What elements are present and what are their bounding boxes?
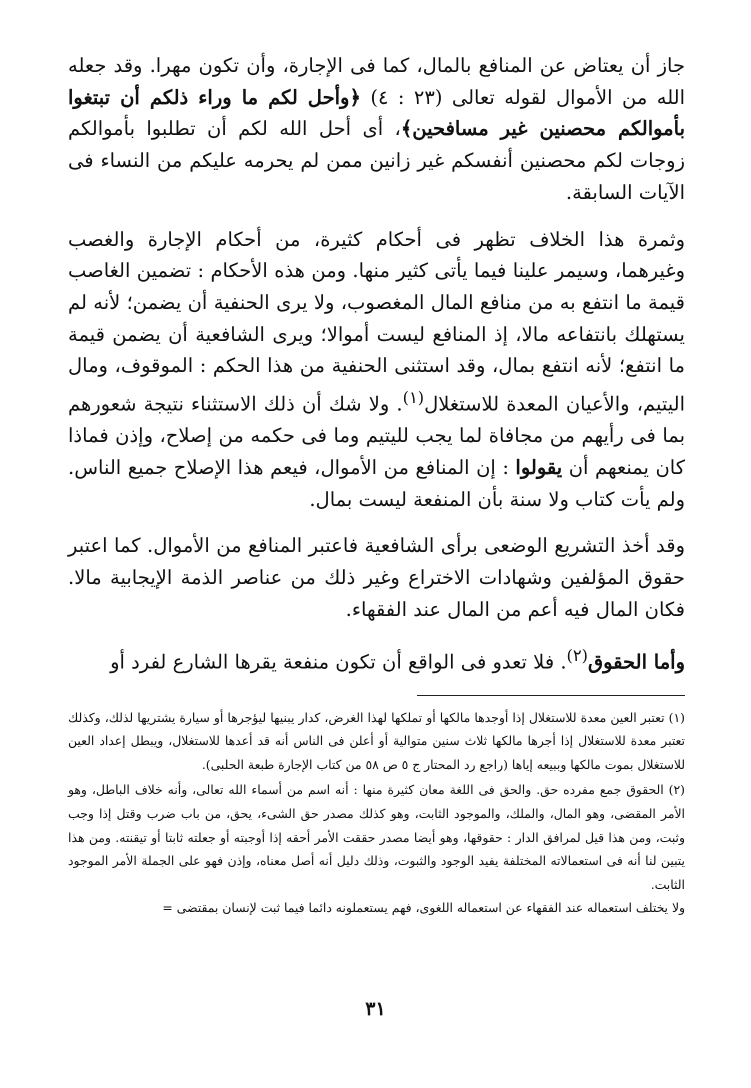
footnote-2-continuation: ولا يختلف استعماله عند الفقهاء عن استعماله اللغوى، فهم يستعملونه دائما فيما ثبت لإنسان بمقتضى =: [162, 900, 685, 916]
page-number: ٣١: [365, 998, 386, 1020]
footnote-ref-1: (١): [402, 388, 425, 408]
footnote-ref-2: (٢): [566, 646, 588, 666]
rights-heading: وأما الحقوق: [587, 650, 685, 674]
text-span: وقد أخذ التشريع الوضعى برأى الشافعية فاعتبر المنافع من الأموال. كما اعتبر حقوق المؤلفين وشهادات الاختراع وغير ذلك من عناصر الذمة الإيجابية مالا. فكان المال فيه أعم من المال عند الفقهاء.: [68, 534, 685, 621]
paragraph-rights: [68, 640, 685, 678]
text-span: . ولا شك أن ذلك الاستثناء نتيجة شعورهم بما فى رأيهم من مجافاة لما يجب لليتيم وما فى حكمه من إصلاح، وإذن فماذا كان يمنعهم أن: [68, 392, 685, 479]
paragraph-usufruct-dowry: [68, 50, 685, 209]
text-span: : إن المنافع من الأموال، فيعم هذا الإصلاح جميع الناس. ولم يأت كتاب ولا سنة بأن المنفعة ليست بمال.: [68, 455, 685, 511]
quran-verse: ﴿وأحل لكم ما وراء ذلكم أن تبتغوا بأموالكم محصنين غير مسافحين﴾: [68, 85, 685, 141]
footnote-2: (٢) الحقوق جمع مفرده حق. والحق فى اللغة معان كثيرة منها : أنه اسم من أسماء الله تعالى، وأنه خلاف الباطل، وهو الأمر المقضى، وهو المال، والملك، والموجود الثابت، وهو كذلك مصدر حق الشىء، يحق، من باب ضرب وقتل إذا وجب وثبت، ومن هذا قيل لمرافق الدار : حقوقها، وهو أيضا مصدر حققت الأمر أحقه إذا أوجبته أو جعلته ثابتا أو تيقنته. ومن هذا يتبين لنا أنه فى استعمالاته المختلفة يفيد الوجود والثبوت، وذلك دليل أنه أصل معناه، وإذن فهو على الجملة الأمر الموجود الثابت.: [68, 782, 685, 892]
text-span: . فلا تعدو فى الواقع أن تكون منفعة يقرها الشارع لفرد أو: [110, 650, 567, 674]
emphasized-word: يقولوا: [515, 455, 563, 479]
paragraph-dispute-outcome: [68, 224, 685, 516]
text-span: ، أى أحل الله لكم أن تطلبوا بأموالكم زوجات لكم محصنين أنفسكم غير زانين ممن لم يحرمه عليكم من النساء فى الآيات السابقة.: [68, 117, 685, 204]
paragraph-positive-law: [68, 530, 685, 625]
text-span: وثمرة هذا الخلاف تظهر فى أحكام كثيرة، من أحكام الإجارة والغصب وغيرهما، وسيمر علينا فيما يأتى كثير منها. ومن هذه الأحكام : تضمين الغاصب قيمة ما انتفع به من منافع المال المغصوب، ولا يرى الحنفية أن يضمن؛ لأنه لم يستهلك بانتفاعه مالا، إذ المنافع ليست أموالا؛ ويرى الشافعية أن يضمن قيمة ما انتفع؛ لأنه انتفع بمال، وقد استثنى الحنفية من هذا الحكم : الموقوف، ومال اليتيم، والأعيان المعدة للاستغلال: [68, 227, 685, 416]
text-span: جاز أن يعتاض عن المنافع بالمال، كما فى الإجارة، وأن تكون مهرا. وقد جعله الله من الأموال لقوله تعالى (٢٣ : ٤): [68, 54, 686, 109]
footnote-divider: [417, 695, 685, 696]
footnote-1: (١) تعتبر العين معدة للاستغلال إذا أوجدها مالكها أو تملكها لهذا الغرض، كدار يبنيها ليؤجرها أو سيارة يشتريها لذلك، وكذلك تعتبر معدة للاستغلال إذا أجرها مالكها ثلاث سنين متوالية أو أعلن فى الناس أنه قد أعدها للاستغلال، ويبطل إعداد العين للاستغلال بموت مالكها وببيعه إياها (راجع رد المحتار ج ٥ ص ٥٨ من كتاب الإجارة طبعة الحلبى).: [68, 709, 685, 772]
